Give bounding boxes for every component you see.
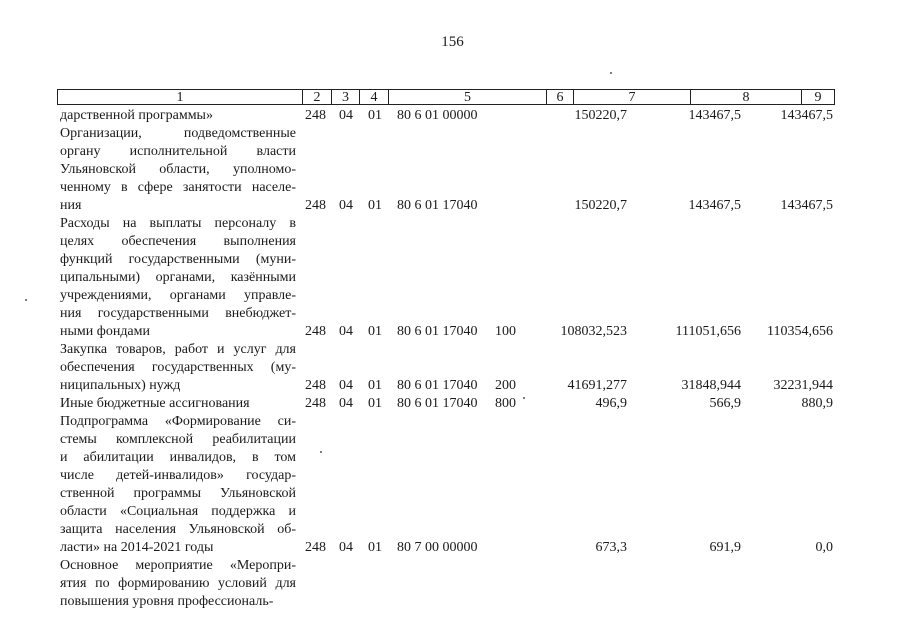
description-line: Закупка товаров, работ и услуг для [60,342,296,357]
row-description [60,395,296,413]
target-article-code: 80 6 01 17040 [397,378,478,393]
table-row [0,215,905,341]
description-line: функций государственными (муни- [60,252,296,267]
amount-col-9: 110354,656 [767,324,833,339]
description-line: ственной программы Ульяновской [60,486,296,501]
glava-code: 248 [305,324,326,339]
row-description [60,215,296,341]
amount-col-7: 673,3 [595,540,627,555]
header-cell-4: 4 [359,90,388,104]
description-line: Ульяновской области, уполномо- [60,162,296,177]
page-number: 156 [441,34,464,50]
table-row [0,395,905,413]
amount-col-8: 143467,5 [688,108,741,123]
amount-col-8: 143467,5 [688,198,741,213]
subsection-code: 01 [368,198,382,213]
amount-col-7: 108032,523 [560,324,627,339]
amount-col-7: 41691,277 [567,378,627,393]
subsection-code: 01 [368,540,382,555]
header-cell-2: 2 [302,90,331,104]
subsection-code: 01 [368,108,382,123]
expense-type-code: 800 [495,396,516,411]
row-description [60,557,296,611]
description-line: повышения уровня профессиональ- [60,594,274,609]
glava-code: 248 [305,108,326,123]
header-cell-3: 3 [331,90,359,104]
amount-col-7: 150220,7 [574,198,627,213]
description-line: ными фондами [60,324,151,339]
section-code: 04 [339,396,353,411]
section-code: 04 [339,108,353,123]
description-line: целях обеспечения выполнения [60,234,296,249]
target-article-code: 80 6 01 17040 [397,396,478,411]
amount-col-9: 880,9 [801,396,833,411]
section-code: 04 [339,378,353,393]
amount-col-9: 32231,944 [773,378,833,393]
amount-col-8: 31848,944 [681,378,741,393]
row-description [60,107,296,125]
subsection-code: 01 [368,396,382,411]
table-row [0,107,905,125]
amount-col-8: 566,9 [709,396,741,411]
section-code: 04 [339,324,353,339]
description-line: области «Социальная поддержка и [60,504,296,519]
amount-col-9: 143467,5 [780,108,833,123]
target-article-code: 80 6 01 17040 [397,324,478,339]
description-line: защита населения Ульяновской об- [60,522,296,537]
expense-type-code: 100 [495,324,516,339]
description-line: Иные бюджетные ассигнования [60,396,250,411]
header-cell-9: 9 [801,90,834,104]
description-line: ния государственными внебюджет- [60,306,296,321]
description-line: ния [60,198,82,213]
table-row [0,125,905,215]
description-line: обеспечения государственных (му- [60,360,296,375]
description-line: Основное мероприятие «Меропри- [60,558,296,573]
target-article-code: 80 6 01 00000 [397,108,478,123]
amount-col-7: 150220,7 [574,108,627,123]
scan-speck [610,72,612,74]
glava-code: 248 [305,396,326,411]
description-line: ченному в сфере занятости населе- [60,180,296,195]
header-cell-7: 7 [573,90,690,104]
description-line: и абилитации инвалидов, в том [60,450,296,465]
amount-col-8: 691,9 [709,540,741,555]
header-cell-6: 6 [546,90,573,104]
header-cell-8: 8 [690,90,801,104]
description-line: числе детей-инвалидов» государ- [60,468,296,483]
target-article-code: 80 7 00 00000 [397,540,478,555]
header-cell-5: 5 [388,90,546,104]
row-description [60,341,296,395]
row-description [60,125,296,215]
section-code: 04 [339,540,353,555]
description-line: учреждениями, органами управле- [60,288,296,303]
description-line: Подпрограмма «Формирование си- [60,414,296,429]
description-line: органу исполнительной власти [60,144,296,159]
amount-col-7: 496,9 [595,396,627,411]
description-line: ятия по формированию условий для [60,576,296,591]
amount-col-9: 143467,5 [780,198,833,213]
description-line: ласти» на 2014-2021 годы [60,540,214,555]
description-line: Расходы на выплаты персоналу в [60,216,296,231]
section-code: 04 [339,198,353,213]
amount-col-9: 0,0 [815,540,833,555]
subsection-code: 01 [368,378,382,393]
table-row [0,557,905,611]
table-row [0,413,905,557]
description-line: дарственной программы» [60,108,213,123]
amount-col-8: 111051,656 [675,324,741,339]
glava-code: 248 [305,378,326,393]
target-article-code: 80 6 01 17040 [397,198,478,213]
glava-code: 248 [305,198,326,213]
description-line: ниципальных) нужд [60,378,181,393]
table-row [0,341,905,395]
row-description [60,413,296,557]
description-line: Организации, подведомственные [60,126,296,141]
glava-code: 248 [305,540,326,555]
subsection-code: 01 [368,324,382,339]
description-line: стемы комплексной реабилитации [60,432,296,447]
header-cell-1: 1 [176,90,184,105]
description-line: ципальными) органами, казёнными [60,270,296,285]
table-header [57,89,835,105]
expense-type-code: 200 [495,378,516,393]
